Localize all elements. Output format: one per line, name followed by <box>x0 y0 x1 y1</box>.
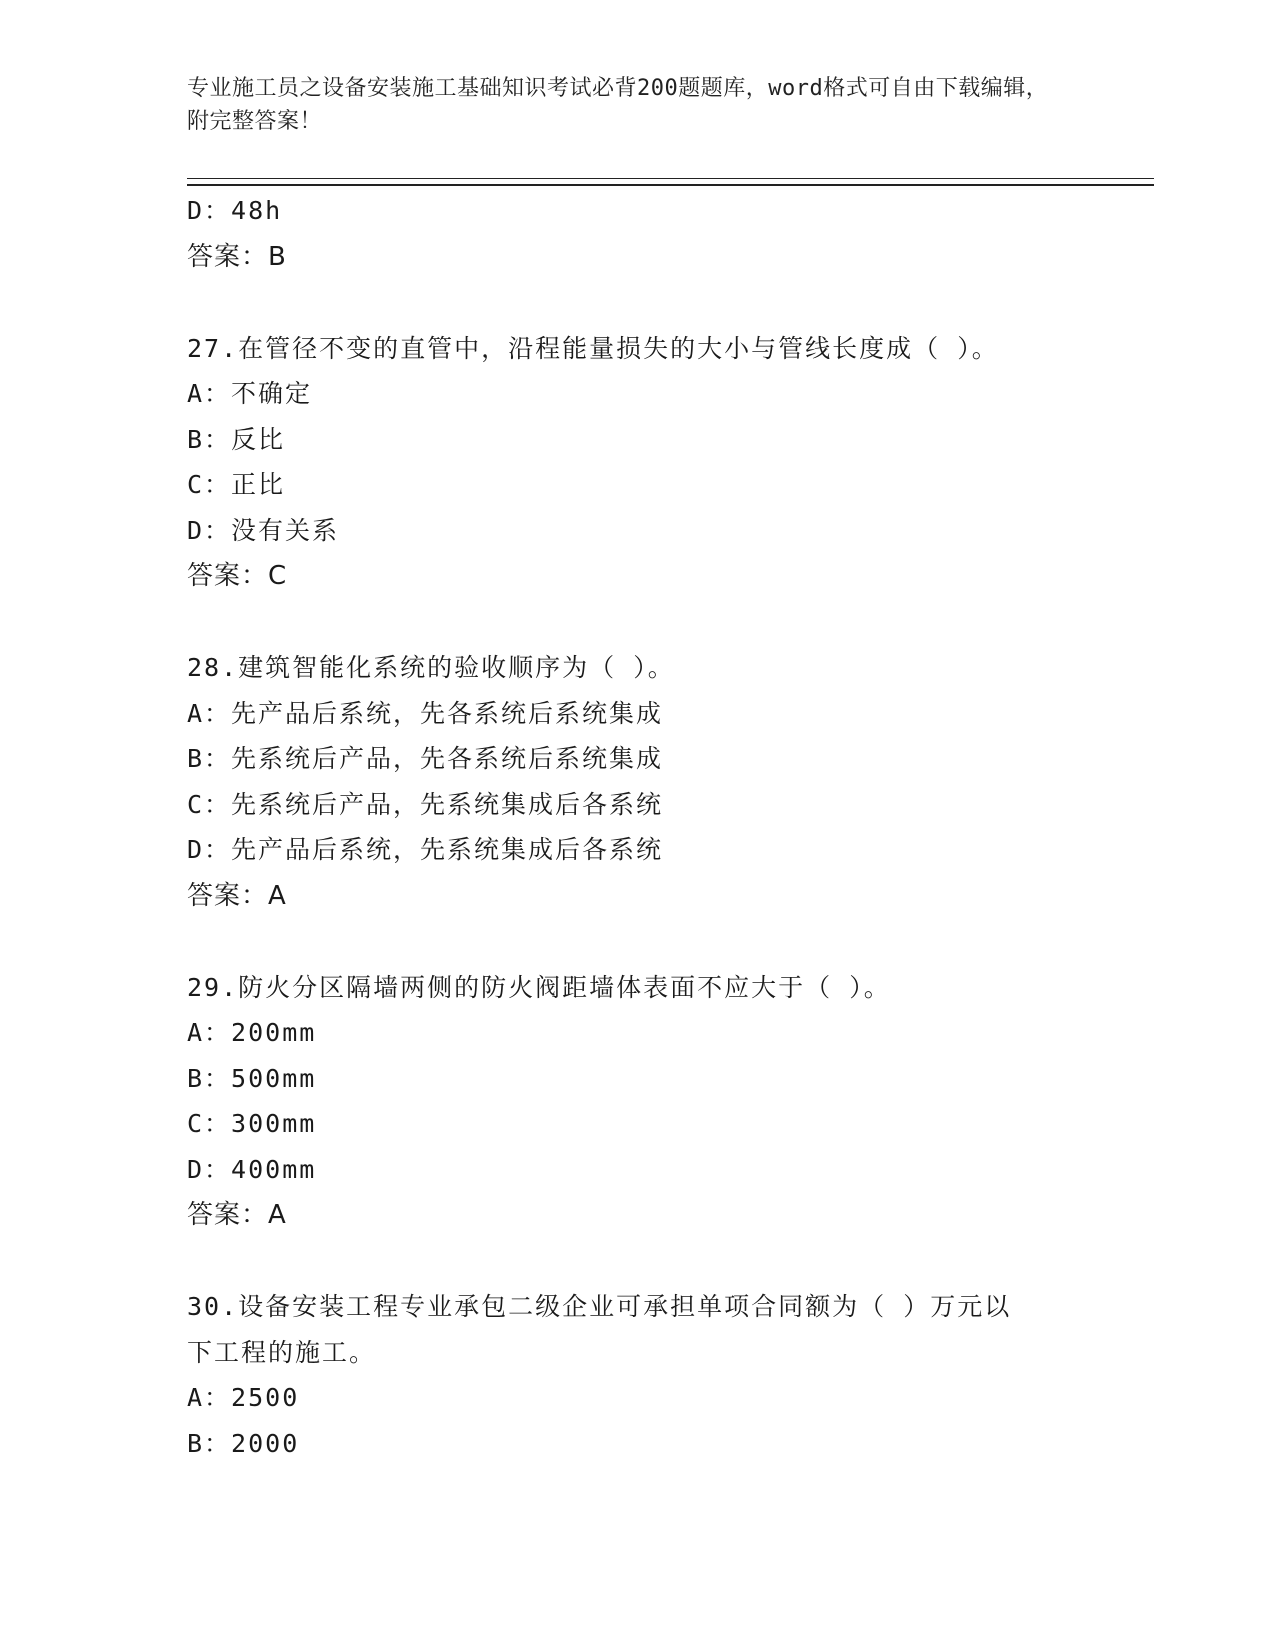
option-d: D：没有关系 <box>187 515 340 545</box>
question-stem: 29.防火分区隔墙两侧的防火阀距墙体表面不应大于（ ）。 <box>187 972 891 1002</box>
question-stem: 28.建筑智能化系统的验收顺序为（ ）。 <box>187 653 675 682</box>
option-b: B：2000 <box>187 1428 300 1458</box>
spacer <box>187 599 1147 645</box>
spacer <box>187 919 1147 965</box>
option-b: B：反比 <box>187 424 286 454</box>
question-stem: 30.设备安装工程专业承包二级企业可承担单项合同额为（ ）万元以 <box>187 1292 1012 1321</box>
question-stem-continued: 下工程的施工。 <box>187 1337 377 1367</box>
option-d: D：400mm <box>187 1154 317 1184</box>
option-a: A：不确定 <box>187 379 313 408</box>
question-list <box>187 188 1147 1466</box>
question-stem: 27.在管径不变的直管中，沿程能量损失的大小与管线长度成（ ）。 <box>187 333 999 363</box>
answer-line: 答案：A <box>187 1200 287 1230</box>
answer-line: 答案：C <box>187 561 288 591</box>
answer-line: 答案：A <box>187 880 287 911</box>
header-divider <box>187 178 1154 186</box>
option-a: A：先产品后系统，先各系统后系统集成 <box>187 698 664 728</box>
page-header: 专业施工员之设备安装施工基础知识考试必背200题题库，word格式可自由下载编辑，附完整答案！ <box>187 76 1049 134</box>
option-d: D：先产品后系统，先系统集成后各系统 <box>187 835 664 864</box>
option-c: C：300mm <box>187 1109 317 1138</box>
option-b: B：先系统后产品，先各系统后系统集成 <box>187 744 664 773</box>
option-c: C：先系统后产品，先系统集成后各系统 <box>187 789 664 819</box>
option-c: C：正比 <box>187 470 286 499</box>
option-d: D：48h <box>187 196 283 225</box>
option-a: A：2500 <box>187 1383 300 1412</box>
option-b: B：500mm <box>187 1063 317 1093</box>
spacer <box>187 280 1147 326</box>
spacer <box>187 1238 1147 1284</box>
answer-line: 答案：B <box>187 241 287 272</box>
option-a: A：200mm <box>187 1018 317 1047</box>
